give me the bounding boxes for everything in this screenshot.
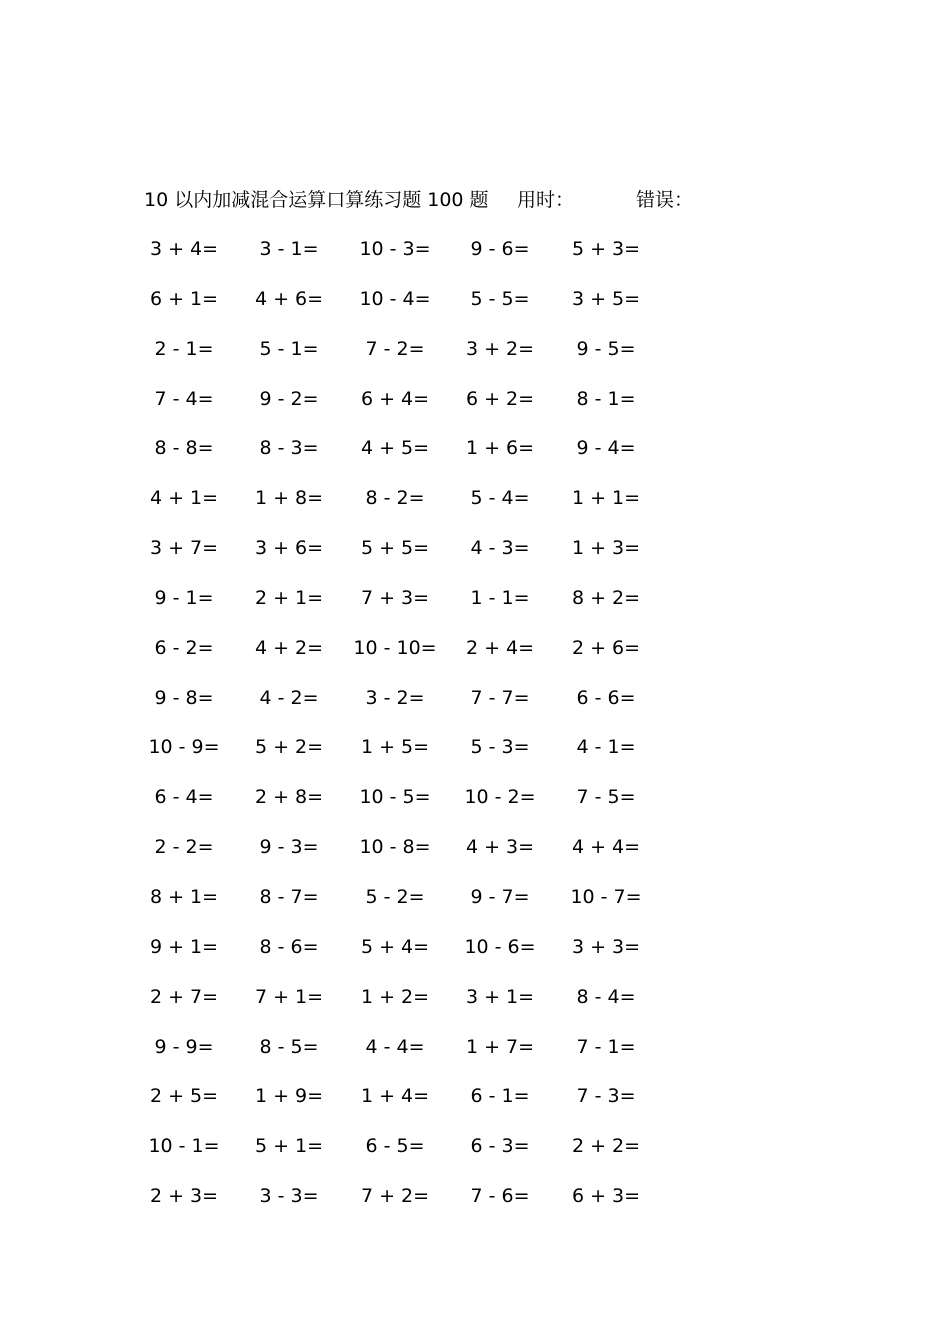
arithmetic-problem: 2 + 7= [149, 985, 219, 1008]
arithmetic-problem: 5 - 2= [365, 885, 425, 908]
arithmetic-problem: 6 + 1= [149, 287, 219, 310]
arithmetic-problem: 7 - 1= [576, 1035, 636, 1058]
arithmetic-problem: 1 + 3= [571, 537, 641, 560]
arithmetic-problem: 8 - 8= [154, 437, 214, 460]
arithmetic-problem: 10 - 7= [570, 885, 642, 908]
problem-row [146, 1132, 686, 1182]
problem-row [146, 385, 686, 435]
arithmetic-problem: 3 + 6= [254, 537, 324, 560]
problem-row [146, 833, 686, 883]
arithmetic-problem: 3 + 3= [571, 935, 641, 958]
arithmetic-problem: 2 + 3= [149, 1185, 219, 1208]
arithmetic-problem: 3 - 2= [365, 686, 425, 709]
problem-row [146, 733, 686, 783]
arithmetic-problem: 1 + 9= [254, 1085, 324, 1108]
problem-row [146, 484, 686, 534]
arithmetic-problem: 1 + 7= [465, 1035, 535, 1058]
arithmetic-problem: 1 + 5= [360, 736, 430, 759]
arithmetic-problem: 3 - 1= [259, 238, 319, 260]
arithmetic-problem: 8 - 2= [365, 487, 425, 510]
arithmetic-problem: 10 - 10= [353, 636, 437, 659]
arithmetic-problem: 9 - 2= [259, 387, 319, 410]
arithmetic-problem: 4 - 4= [365, 1035, 425, 1058]
arithmetic-problem: 10 - 3= [359, 238, 431, 260]
problem-row [146, 883, 686, 933]
arithmetic-problem: 9 - 7= [470, 885, 530, 908]
arithmetic-problem: 8 - 5= [259, 1035, 319, 1058]
arithmetic-problem: 10 - 6= [464, 935, 536, 958]
arithmetic-problem: 8 - 6= [259, 935, 319, 958]
arithmetic-problem: 6 - 1= [470, 1085, 530, 1108]
error-count-label: 错误： [636, 189, 694, 211]
arithmetic-problem: 7 - 4= [154, 387, 214, 410]
problem-row [146, 335, 686, 385]
problem-row [146, 1082, 686, 1132]
arithmetic-problem: 9 + 1= [149, 935, 219, 958]
arithmetic-problem: 2 + 4= [465, 636, 535, 659]
arithmetic-problem: 9 - 6= [470, 238, 530, 260]
arithmetic-problem: 8 - 7= [259, 885, 319, 908]
arithmetic-problem: 7 - 5= [576, 786, 636, 809]
arithmetic-problem: 7 - 2= [365, 337, 425, 360]
arithmetic-problem: 5 + 5= [360, 537, 430, 560]
arithmetic-problem: 10 - 2= [464, 786, 536, 809]
arithmetic-problem: 4 + 2= [254, 636, 324, 659]
problem-row [146, 933, 686, 983]
arithmetic-problem: 9 - 9= [154, 1035, 214, 1058]
arithmetic-problem: 3 - 3= [259, 1185, 319, 1208]
arithmetic-problem: 4 - 2= [259, 686, 319, 709]
arithmetic-problem: 6 - 6= [576, 686, 636, 709]
arithmetic-problem: 9 - 3= [259, 836, 319, 859]
arithmetic-problem: 5 + 3= [571, 238, 641, 260]
arithmetic-problem: 1 - 1= [470, 586, 530, 609]
arithmetic-problem: 4 + 1= [149, 487, 219, 510]
arithmetic-problem: 1 + 8= [254, 487, 324, 510]
worksheet-title: 10 以内加减混合运算口算练习题 100 题 [144, 189, 489, 211]
arithmetic-problem: 2 - 1= [154, 337, 214, 360]
arithmetic-problem: 7 + 3= [360, 586, 430, 609]
arithmetic-problem: 6 - 4= [154, 786, 214, 809]
arithmetic-problem: 2 + 2= [571, 1135, 641, 1158]
arithmetic-problem: 9 - 4= [576, 437, 636, 460]
arithmetic-problem: 6 - 3= [470, 1135, 530, 1158]
problem-row [146, 1033, 686, 1083]
problem-row [146, 534, 686, 584]
problem-row [146, 983, 686, 1033]
arithmetic-problem: 4 + 5= [360, 437, 430, 460]
arithmetic-problem: 4 - 1= [576, 736, 636, 759]
arithmetic-problem: 10 - 9= [148, 736, 220, 759]
arithmetic-problem: 2 + 5= [149, 1085, 219, 1108]
arithmetic-problem: 8 + 2= [571, 586, 641, 609]
arithmetic-problem: 4 + 6= [254, 287, 324, 310]
arithmetic-problem: 4 + 4= [571, 836, 641, 859]
arithmetic-problem: 6 - 2= [154, 636, 214, 659]
problem-row [146, 1182, 686, 1232]
arithmetic-problem: 10 - 5= [359, 786, 431, 809]
arithmetic-problem: 6 + 2= [465, 387, 535, 410]
problem-row [146, 434, 686, 484]
arithmetic-problem: 3 + 7= [149, 537, 219, 560]
arithmetic-problem: 6 - 5= [365, 1135, 425, 1158]
arithmetic-problem: 9 - 1= [154, 586, 214, 609]
arithmetic-problem: 3 + 4= [149, 238, 219, 260]
arithmetic-problem: 2 + 1= [254, 586, 324, 609]
arithmetic-problem: 2 - 2= [154, 836, 214, 859]
arithmetic-problem: 8 - 1= [576, 387, 636, 410]
arithmetic-problem: 1 + 6= [465, 437, 535, 460]
arithmetic-problem: 10 - 8= [359, 836, 431, 859]
arithmetic-problem: 8 + 1= [149, 885, 219, 908]
arithmetic-problem: 7 + 1= [254, 985, 324, 1008]
arithmetic-problem: 3 + 1= [465, 985, 535, 1008]
arithmetic-problem: 6 + 3= [571, 1185, 641, 1208]
problem-row [146, 783, 686, 833]
arithmetic-problem: 7 - 6= [470, 1185, 530, 1208]
arithmetic-problem: 7 + 2= [360, 1185, 430, 1208]
problem-row [146, 285, 686, 335]
arithmetic-problem: 10 - 1= [148, 1135, 220, 1158]
arithmetic-problem: 5 - 5= [470, 287, 530, 310]
arithmetic-problem: 2 + 8= [254, 786, 324, 809]
arithmetic-problem: 1 + 1= [571, 487, 641, 510]
arithmetic-problem: 5 + 4= [360, 935, 430, 958]
time-used-label: 用时： [517, 189, 575, 211]
arithmetic-problem: 10 - 4= [359, 287, 431, 310]
arithmetic-problem: 5 - 4= [470, 487, 530, 510]
arithmetic-problem: 4 + 3= [465, 836, 535, 859]
arithmetic-problem: 7 - 7= [470, 686, 530, 709]
arithmetic-problem: 4 - 3= [470, 537, 530, 560]
problem-row [146, 584, 686, 634]
arithmetic-problem: 6 + 4= [360, 387, 430, 410]
arithmetic-problem: 8 - 3= [259, 437, 319, 460]
arithmetic-problem: 3 + 2= [465, 337, 535, 360]
arithmetic-problem: 3 + 5= [571, 287, 641, 310]
problem-grid [146, 235, 686, 1232]
arithmetic-problem: 9 - 5= [576, 337, 636, 360]
arithmetic-problem: 5 - 3= [470, 736, 530, 759]
arithmetic-problem: 5 + 1= [254, 1135, 324, 1158]
arithmetic-problem: 7 - 3= [576, 1085, 636, 1108]
arithmetic-problem: 5 - 1= [259, 337, 319, 360]
arithmetic-problem: 5 + 2= [254, 736, 324, 759]
arithmetic-problem: 8 - 4= [576, 985, 636, 1008]
problem-row [146, 235, 686, 285]
problem-row [146, 634, 686, 684]
arithmetic-problem: 1 + 4= [360, 1085, 430, 1108]
problem-row [146, 684, 686, 734]
arithmetic-problem: 1 + 2= [360, 985, 430, 1008]
arithmetic-problem: 9 - 8= [154, 686, 214, 709]
arithmetic-problem: 2 + 6= [571, 636, 641, 659]
